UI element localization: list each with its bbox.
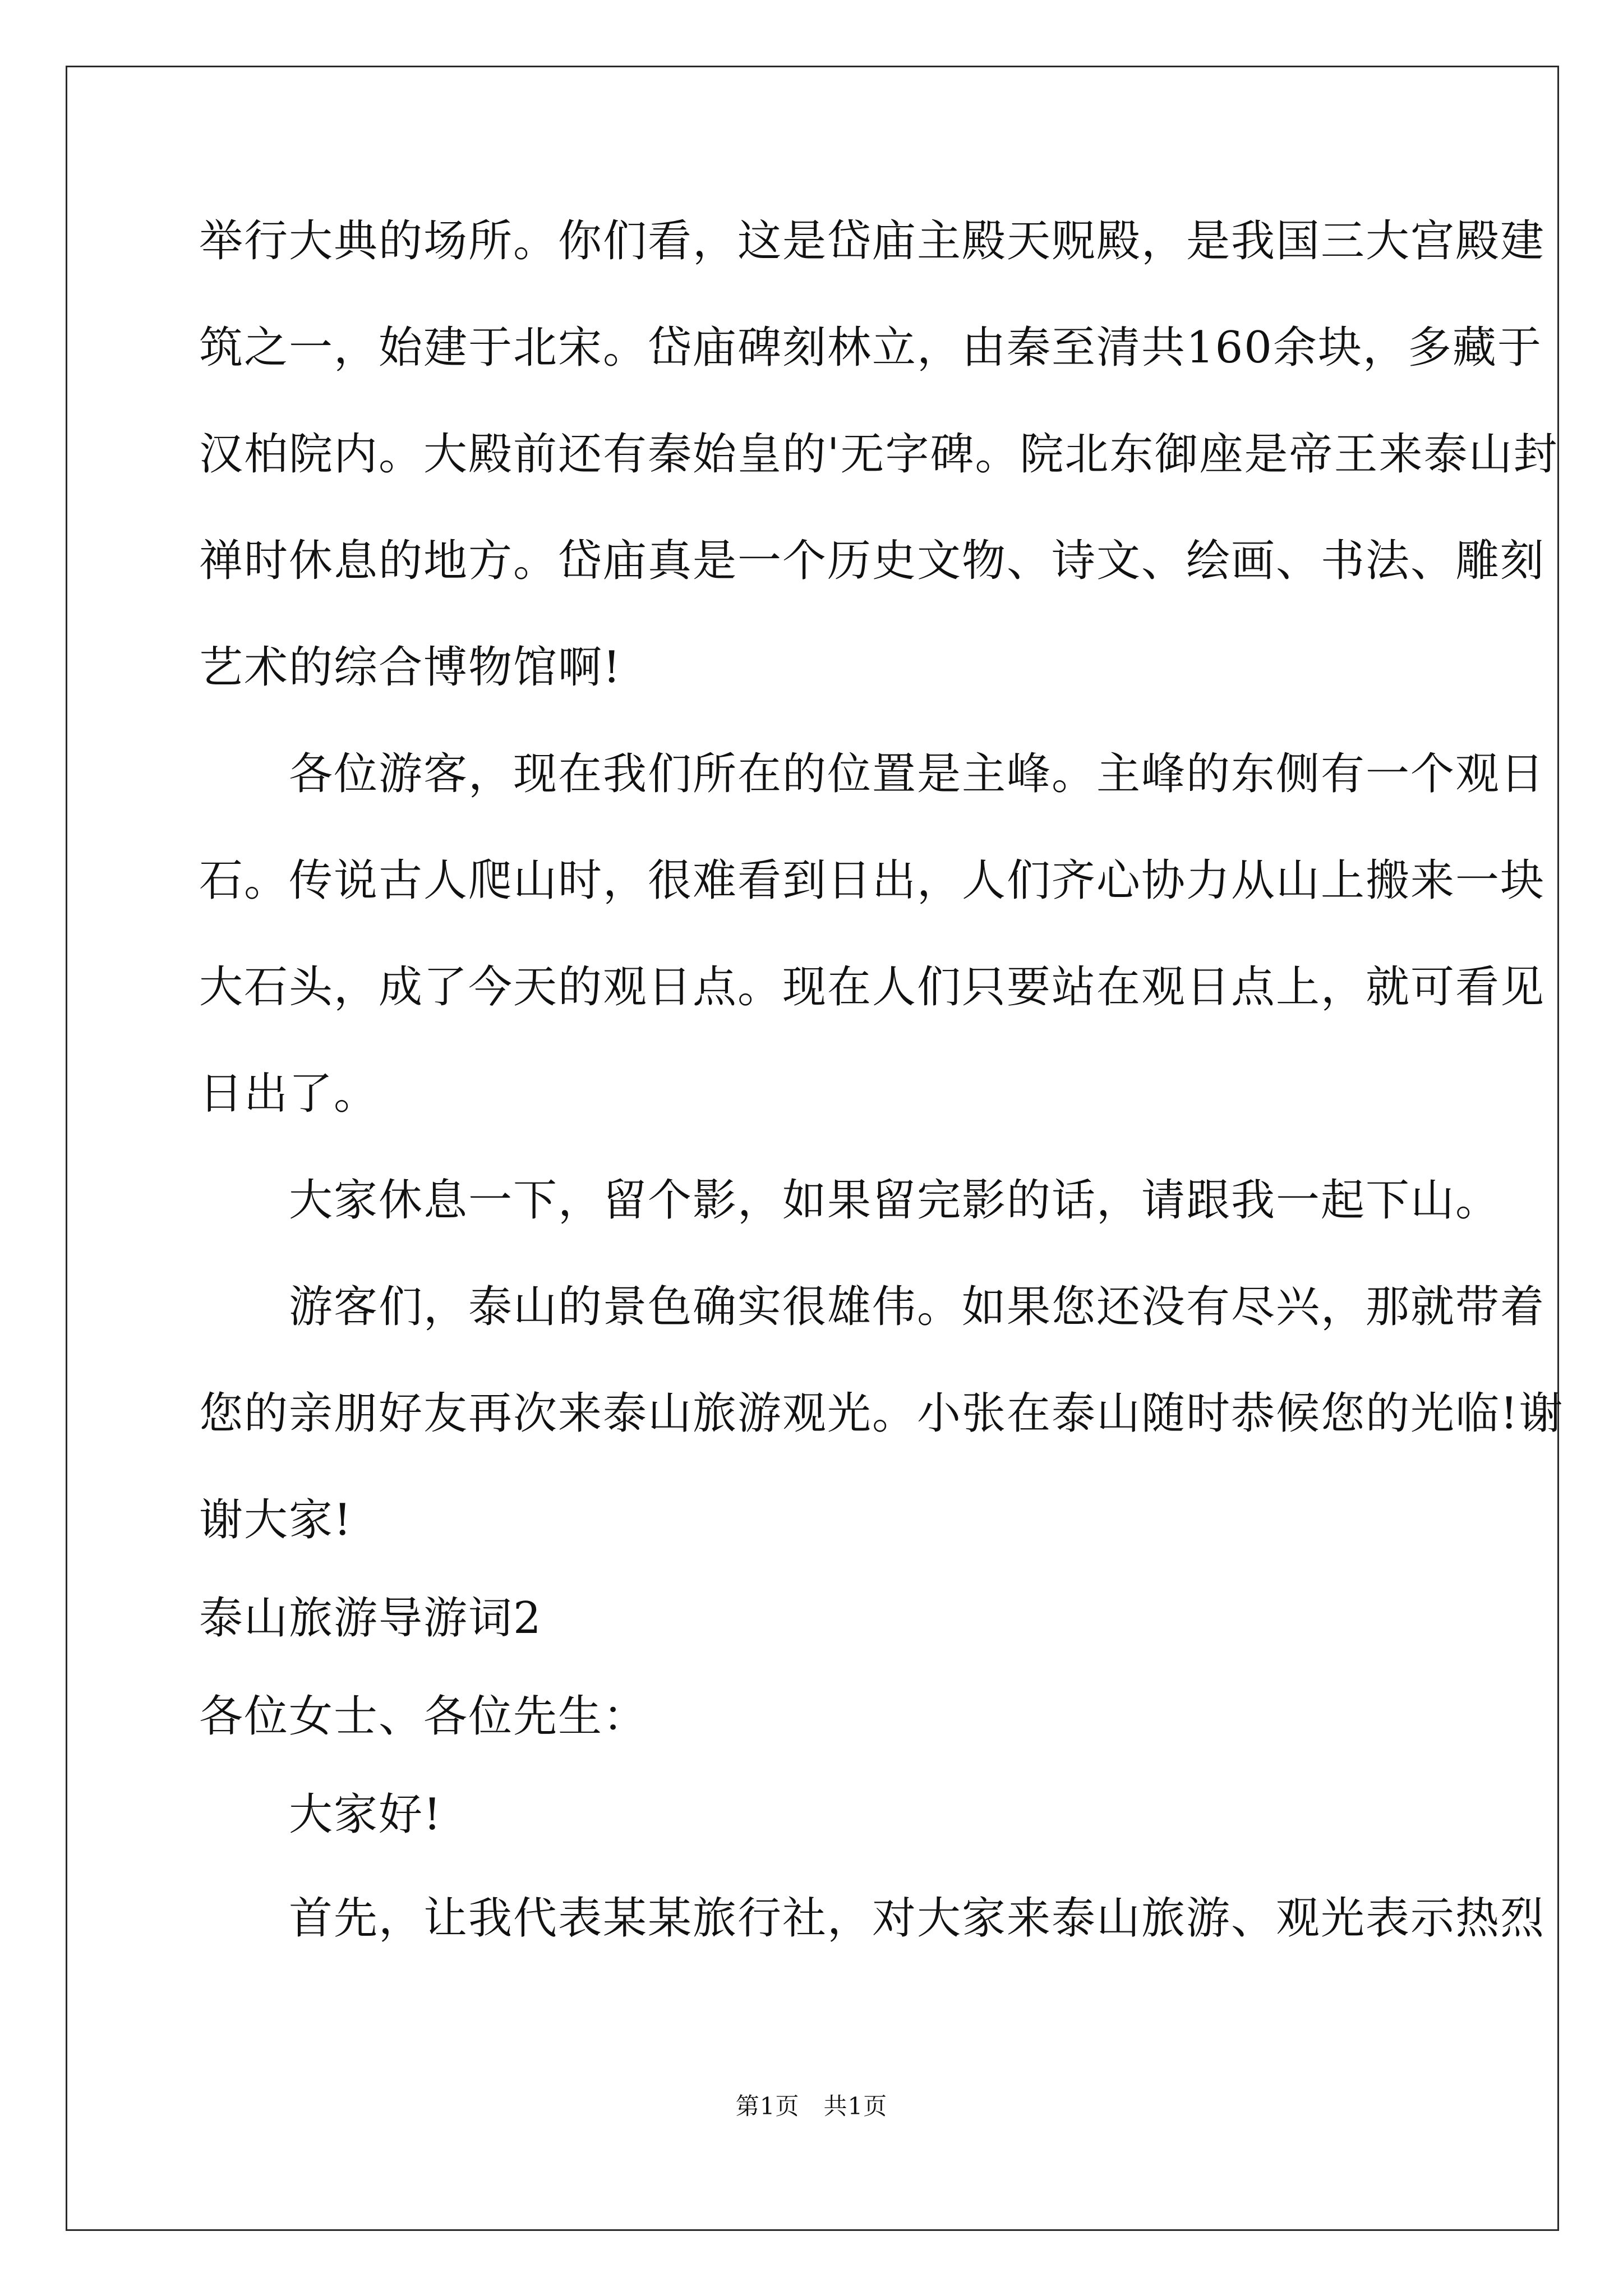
text-line: 石。传说古人爬山时，很难看到日出，人们齐心协力从山上搬来一块: [199, 855, 1546, 906]
text-line: 您的亲朋好友再次来泰山旅游观光。小张在泰山随时恭候您的光临!谢: [199, 1388, 1564, 1439]
text-line: 首先，让我代表某某旅行社，对大家来泰山旅游、观光表示热烈: [199, 1893, 1546, 1944]
salutation: 各位女士、各位先生：: [199, 1691, 648, 1742]
text-line: 汉柏院内。大殿前还有秦始皇的'无字碑。院北东御座是帝王来泰山封: [199, 429, 1559, 480]
text-line: 谢大家!: [199, 1495, 353, 1545]
page-footer: 第1页 共1页: [735, 2092, 888, 2120]
section-title: 泰山旅游导游词2: [199, 1593, 542, 1644]
text-line: 大家好!: [199, 1789, 442, 1840]
text-line: 举行大典的场所。你们看，这是岱庙主殿天贶殿，是我国三大宫殿建: [199, 216, 1546, 266]
text-line: 筑之一，始建于北宋。岱庙碑刻林立，由秦至清共160余块，多藏于: [199, 323, 1542, 373]
text-line: 大石头，成了今天的观日点。现在人们只要站在观日点上，就可看见: [199, 962, 1546, 1013]
text-line: 各位游客，现在我们所在的位置是主峰。主峰的东侧有一个观日: [199, 749, 1546, 799]
text-line: 禅时休息的地方。岱庙真是一个历史文物、诗文、绘画、书法、雕刻: [199, 536, 1546, 586]
text-line: 日出了。: [199, 1069, 379, 1119]
text-line: 艺术的综合博物馆啊!: [199, 642, 622, 693]
text-line: 游客们，泰山的景色确实很雄伟。如果您还没有尽兴，那就带着: [199, 1282, 1546, 1332]
text-line: 大家休息一下，留个影，如果留完影的话，请跟我一起下山。: [199, 1175, 1501, 1226]
